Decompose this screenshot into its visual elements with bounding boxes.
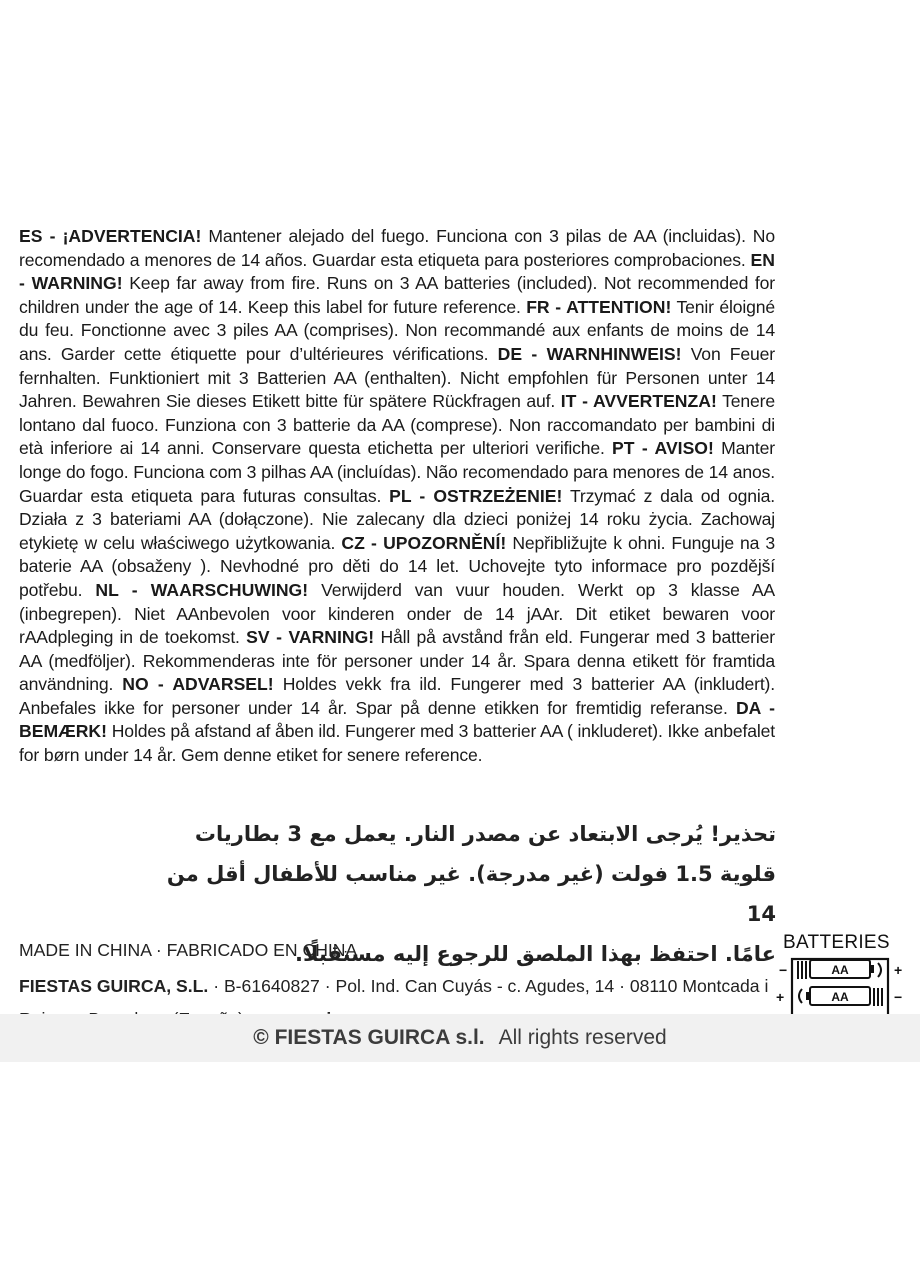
warning-text-cz: Nepřibližujte k ohni. Funguje na 3 baterie AA (obsaženy ). Nevhodné pro děti do 14 let. Uchovejte tyto informace pro pozdější potřebu. xyxy=(19,532,775,600)
copyright-brand: © FIESTAS GUIRCA s.l. xyxy=(253,1026,485,1049)
battery-cell-label: AA xyxy=(831,963,849,977)
warning-text-fr: Tenir éloigné du feu. Fonctionne avec 3 piles AA (comprises). Non recommandé aux enfants de moins de 14 ans. Garder cette étiquette pour d’ultérieures vérifications. xyxy=(19,296,776,364)
batteries-title: BATTERIES xyxy=(783,932,890,953)
warning-text-it: Tenere lontano dal fuoco. Funziona con 3 batterie da AA (comprese). Non raccomandato per bambini di età inferiore ai 14 anni. Conservare questa etichetta per ulteriori verifiche. xyxy=(19,391,775,459)
warning-code-it: IT - AVVERTENZA! xyxy=(560,391,717,412)
arabic-warning-line: تحذير! يُرجى الابتعاد عن مصدر النار. يعمل مع 3 بطاريات xyxy=(194,822,776,846)
multilingual-warning-text xyxy=(19,225,775,768)
warning-code-no: NO - ADVARSEL! xyxy=(122,674,274,695)
arabic-warning-line: قلوية 1.5 فولت (غير مدرجة). غير مناسب للأطفال أقل من 14 xyxy=(166,862,776,926)
warning-code-es: ES - ¡ADVERTENCIA! xyxy=(19,226,202,246)
battery-cell-top xyxy=(798,960,881,979)
arabic-warning-line: عامًا. احتفظ بهذا الملصق للرجوع إليه مستقبلًا. xyxy=(294,942,776,966)
warning-text-pl: Trzymać z dala od ognia. Działa z 3 bateriami AA (dołączone). Nie zalecany dla dzieci poniżej 14 roku życia. Zachowaj etykietę w celu właściwego użytkowania. xyxy=(19,485,775,553)
company-details: · B-61640827 · Pol. Ind. Can Cuyás - c. Agudes, 14 · 08110 Montcada i xyxy=(213,976,769,996)
battery-cell-label: AA xyxy=(831,990,849,1004)
company-name: FIESTAS GUIRCA, S.L. xyxy=(19,976,209,996)
warning-code-fr: FR - ATTENTION! xyxy=(526,296,672,317)
warning-code-cz: CZ - UPOZORNĚNÍ! xyxy=(341,532,507,553)
warning-code-pt: PT - AVISO! xyxy=(612,438,714,459)
warning-text-en: Keep far away from fire. Runs on 3 AA batteries (included). Not recommended for children under the age of 14. Keep this label for future reference. xyxy=(19,273,776,317)
warning-code-sv: SV - VARNING! xyxy=(246,627,375,648)
warning-text-pt: Manter longe do fogo. Funciona com 3 pilhas AA (incluídas). Não recomendado para menores de 14 anos. Guardar esta etiqueta para futuras consultas. xyxy=(19,438,775,506)
plus-sign: + xyxy=(776,989,785,1005)
copyright-bar xyxy=(0,1014,920,1062)
warning-code-da: DA - BEMÆRK! xyxy=(19,697,775,742)
minus-sign: − xyxy=(779,962,788,978)
warning-code-en: EN - WARNING! xyxy=(19,249,775,294)
warning-text-sv: Håll på avstånd från eld. Fungerar med 3 batterier AA (medföljer). Rekommenderas inte för personer under 14 år. Spara denna etikett för framtida användning. xyxy=(19,627,775,695)
warning-text-no: Holdes vekk fra ild. Fungerer med 3 batterier AA (inkludert). Anbefales ikke for personer under 14 år. Spar på denne etikken for fremtidig referanse. xyxy=(19,674,776,718)
warning-text-de: Von Feuer fernhalten. Funktioniert mit 3 Batterien AA (enthalten). Nicht empfohlen für Personen unter 14 Jahren. Bewahren Sie dieses Etikett bitte für spätere Rückfragen auf. xyxy=(19,343,775,412)
battery-cell-bottom xyxy=(799,987,882,1006)
battery-diagram-icon xyxy=(772,957,910,1017)
warning-text-da: Holdes på afstand af åben ild. Fungerer med 3 batterier AA ( inkluderet). Ikke anbefalet for børn under 14 år. Gem denne etiket for senere reference. xyxy=(19,721,775,766)
minus-sign: − xyxy=(894,989,903,1005)
warning-code-de: DE - WARNHINWEIS! xyxy=(497,343,682,364)
warning-text-es: Mantener alejado del fuego. Funciona con 3 pilas de AA (incluidas). No recomendado a menores de 14 años. Guardar esta etiqueta para posteriores comprobaciones. xyxy=(19,226,775,270)
warning-code-nl: NL - WAARSCHUWING! xyxy=(95,579,309,600)
plus-sign: + xyxy=(894,962,903,978)
copyright-rights: All rights reserved xyxy=(498,1026,667,1049)
warning-text-nl: Verwijderd van vuur houden. Werkt op 3 klasse AA (inbegrepen). Niet AAnbevolen voor kinderen onder de 14 jAAr. Dit etiket bewaren voor rAAdpleging in de toekomst. xyxy=(19,579,775,648)
warning-code-pl: PL - OSTRZEŻENIE! xyxy=(389,485,563,506)
made-in-label: MADE IN CHINA · FABRICADO EN CHINA xyxy=(19,940,358,960)
